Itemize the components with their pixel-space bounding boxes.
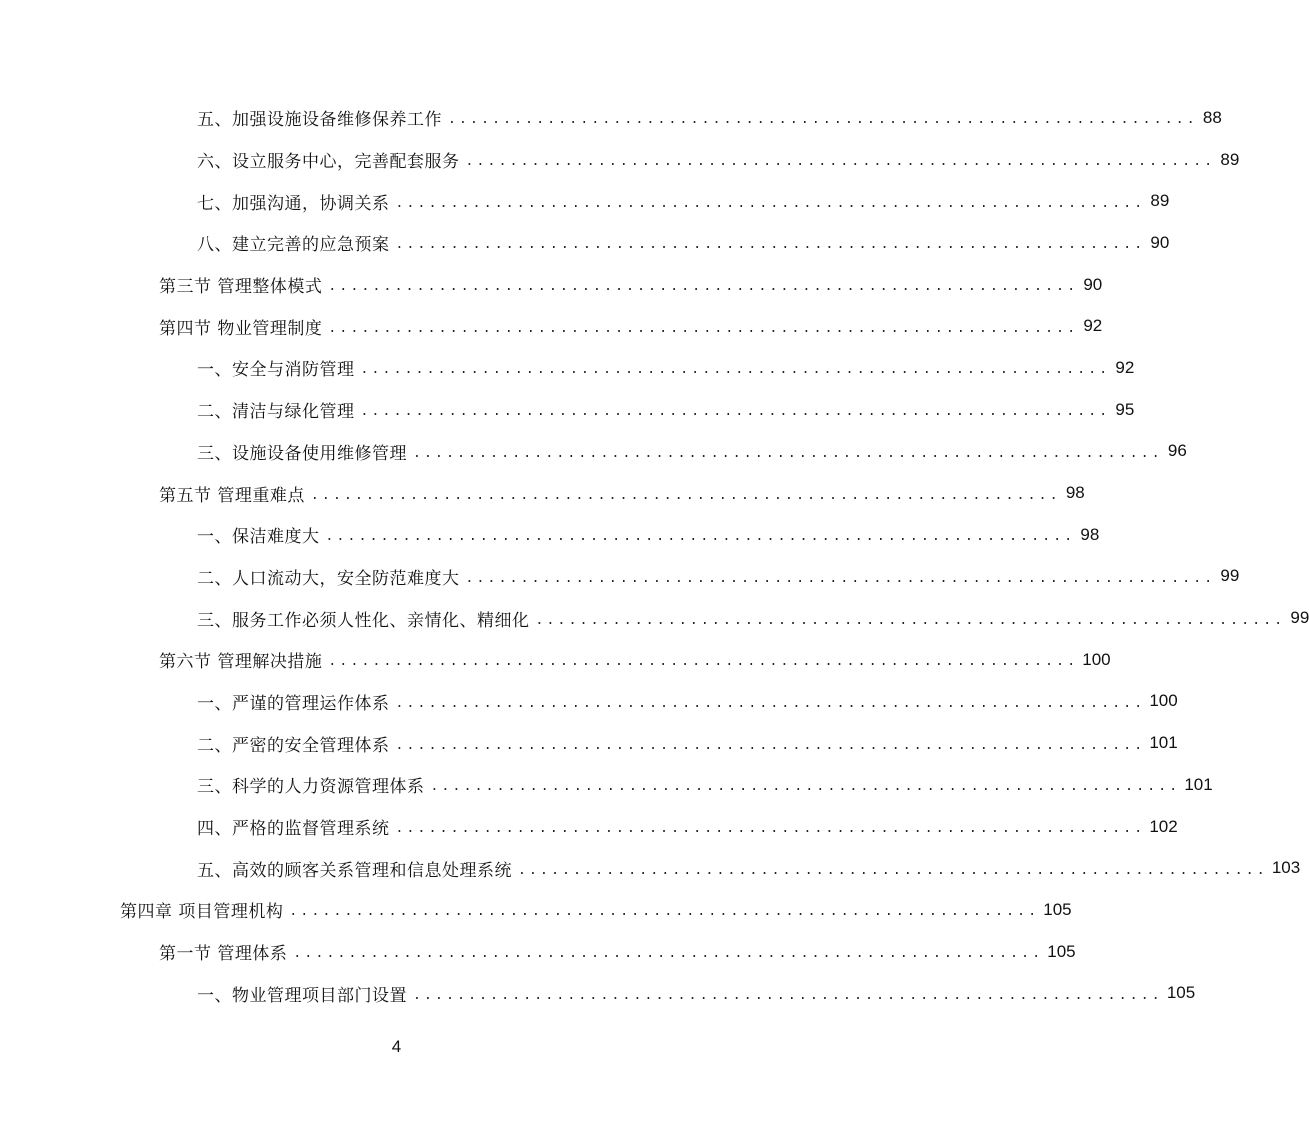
toc-entry-title: 第一节 管理体系 bbox=[159, 944, 288, 965]
toc-entry[interactable] bbox=[0, 139, 1240, 181]
toc-entry[interactable] bbox=[0, 97, 1222, 139]
toc-entry-title: 一、安全与消防管理 bbox=[197, 360, 355, 381]
toc-entry-title: 一、物业管理项目部门设置 bbox=[197, 985, 407, 1006]
toc-entry-page: 90 bbox=[1150, 232, 1170, 252]
toc-entry-page: 105 bbox=[1043, 899, 1072, 919]
toc-entry[interactable] bbox=[0, 722, 1178, 764]
toc-leader-dots: .................................................................... bbox=[289, 904, 1040, 920]
toc-entry[interactable] bbox=[0, 472, 1085, 514]
toc-leader-dots: .................................................................... bbox=[395, 737, 1146, 753]
toc-leader-dots: .................................................................... bbox=[310, 487, 1061, 503]
toc-leader-dots: .................................................................... bbox=[360, 362, 1111, 378]
toc-entry-title: 第四节 物业管理制度 bbox=[159, 318, 323, 339]
toc-leader-dots: .................................................................... bbox=[413, 445, 1163, 461]
toc-entry-page: 105 bbox=[1047, 941, 1076, 961]
toc-entry-title: 五、加强设施设备维修保养工作 bbox=[197, 110, 442, 131]
toc-leader-dots: .................................................................... bbox=[328, 654, 1079, 670]
toc-entry-title: 二、严密的安全管理体系 bbox=[197, 735, 390, 756]
toc-entry-title: 第四章 项目管理机构 bbox=[120, 902, 284, 923]
toc-leader-dots: .................................................................... bbox=[465, 570, 1216, 586]
toc-entry-page: 100 bbox=[1082, 649, 1111, 669]
toc-leader-dots: .................................................................... bbox=[293, 946, 1044, 962]
toc-entry-page: 105 bbox=[1166, 983, 1196, 1003]
toc-entry-title: 七、加强沟通，协调关系 bbox=[197, 193, 390, 214]
page-number: 4 bbox=[391, 1037, 402, 1056]
toc-entry[interactable] bbox=[0, 556, 1240, 598]
toc-leader-dots: .................................................................... bbox=[465, 154, 1216, 170]
toc-entry-title: 一、严谨的管理运作体系 bbox=[197, 693, 390, 714]
toc-entry[interactable] bbox=[0, 764, 1213, 806]
toc-leader-dots: .................................................................... bbox=[328, 320, 1079, 336]
toc-entry-title: 三、服务工作必须人性化、亲情化、精细化 bbox=[197, 610, 530, 631]
toc-entry-title: 三、设施设备使用维修管理 bbox=[197, 443, 407, 464]
toc-entry[interactable] bbox=[0, 264, 1103, 306]
toc-entry-page: 92 bbox=[1115, 357, 1135, 377]
toc-entry-title: 一、保洁难度大 bbox=[197, 527, 320, 548]
toc-leader-dots: .................................................................... bbox=[395, 237, 1146, 253]
toc-entry-page: 98 bbox=[1065, 483, 1085, 503]
toc-entry-page: 90 bbox=[1083, 274, 1103, 294]
toc-entry[interactable] bbox=[0, 972, 1196, 1014]
toc-entry-title: 二、清洁与绿化管理 bbox=[197, 402, 355, 423]
toc-entry[interactable] bbox=[0, 431, 1187, 473]
toc-leader-dots: .................................................................... bbox=[360, 404, 1111, 420]
toc-entry[interactable] bbox=[0, 305, 1103, 347]
toc-entry-page: 101 bbox=[1184, 774, 1213, 794]
toc-leader-dots: .................................................................... bbox=[448, 112, 1198, 128]
toc-entry-title: 第三节 管理整体模式 bbox=[159, 277, 323, 298]
toc-entry[interactable] bbox=[0, 681, 1178, 723]
toc-entry-title: 第五节 管理重难点 bbox=[159, 485, 305, 506]
toc-entry-page: 103 bbox=[1271, 858, 1301, 878]
toc-entry-title: 三、科学的人力资源管理体系 bbox=[197, 777, 425, 798]
toc-leader-dots: .................................................................... bbox=[325, 529, 1076, 545]
toc-leader-dots: .................................................................... bbox=[430, 779, 1181, 795]
toc-entry-page: 101 bbox=[1149, 733, 1178, 753]
toc-entry[interactable] bbox=[0, 222, 1170, 264]
toc-entry[interactable] bbox=[0, 806, 1178, 848]
table-of-contents bbox=[0, 97, 1309, 1014]
toc-entry-page: 89 bbox=[1220, 149, 1240, 169]
toc-entry[interactable] bbox=[0, 514, 1100, 556]
toc-leader-dots: .................................................................... bbox=[535, 612, 1286, 628]
toc-entry[interactable] bbox=[0, 889, 1072, 931]
toc-leader-dots: .................................................................... bbox=[395, 695, 1146, 711]
toc-leader-dots: .................................................................... bbox=[518, 862, 1268, 878]
toc-entry-title: 二、人口流动大，安全防范难度大 bbox=[197, 568, 460, 589]
toc-entry-page: 102 bbox=[1149, 816, 1178, 836]
toc-entry[interactable] bbox=[0, 847, 1301, 889]
toc-entry-page: 100 bbox=[1149, 691, 1178, 711]
toc-entry-page: 89 bbox=[1150, 191, 1170, 211]
toc-entry[interactable] bbox=[0, 597, 1309, 639]
toc-entry-page: 96 bbox=[1167, 441, 1187, 461]
toc-entry-page: 95 bbox=[1115, 399, 1135, 419]
toc-leader-dots: .................................................................... bbox=[395, 195, 1146, 211]
toc-entry-title: 六、设立服务中心，完善配套服务 bbox=[197, 152, 460, 173]
toc-leader-dots: .................................................................... bbox=[395, 821, 1146, 837]
toc-entry-title: 八、建立完善的应急预案 bbox=[197, 235, 390, 256]
toc-entry-page: 98 bbox=[1080, 524, 1100, 544]
toc-entry-title: 五、高效的顾客关系管理和信息处理系统 bbox=[197, 860, 512, 881]
toc-entry-page: 88 bbox=[1202, 107, 1222, 127]
toc-entry-page: 99 bbox=[1290, 608, 1309, 628]
toc-leader-dots: .................................................................... bbox=[328, 279, 1079, 295]
toc-entry-page: 99 bbox=[1220, 566, 1240, 586]
toc-entry[interactable] bbox=[0, 347, 1135, 389]
toc-entry[interactable] bbox=[0, 639, 1111, 681]
toc-entry-title: 第六节 管理解决措施 bbox=[159, 652, 323, 673]
toc-entry[interactable] bbox=[0, 389, 1135, 431]
toc-leader-dots: .................................................................... bbox=[413, 987, 1163, 1003]
toc-entry-page: 92 bbox=[1083, 316, 1103, 336]
toc-entry[interactable] bbox=[0, 931, 1076, 973]
toc-entry-title: 四、严格的监督管理系统 bbox=[197, 819, 390, 840]
toc-entry[interactable] bbox=[0, 180, 1170, 222]
